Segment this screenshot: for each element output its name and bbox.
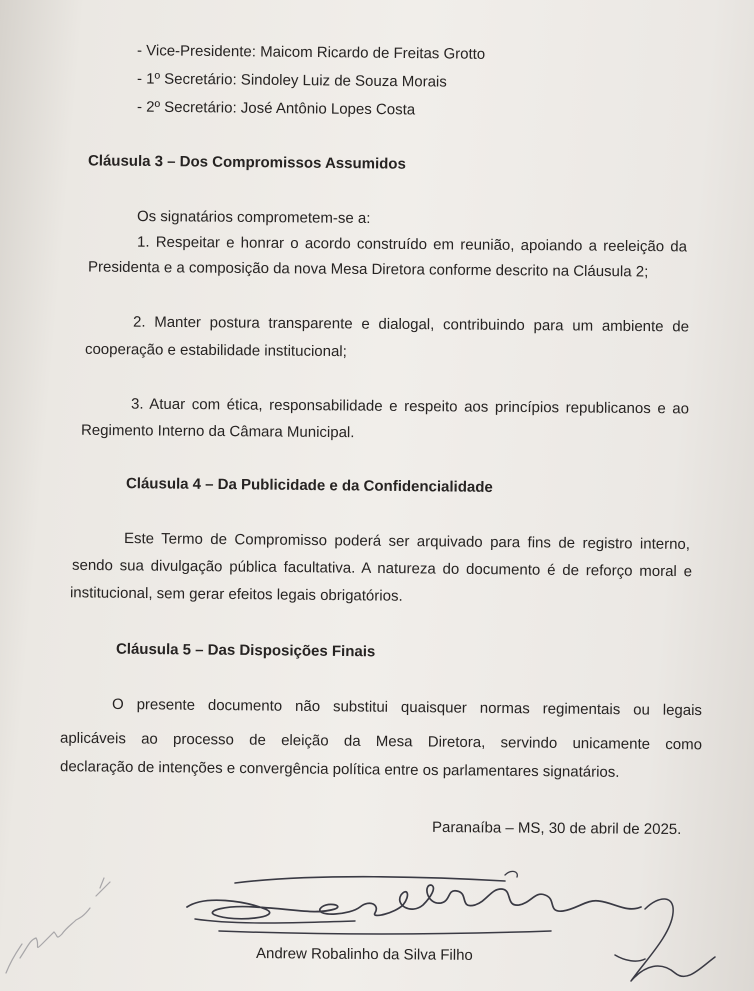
clause5-line1: O presente documento não substitui quaisquer normas regimentais ou legais [111,695,703,720]
clause4-line3: institucional, sem gerar efeitos legais obrigatórios. [69,584,403,605]
signatory-name: Andrew Robalinho da Silva Filho [255,945,473,964]
clause5-line3: declaração de intenções e convergência política entre os parlamentares signatários. [59,758,620,781]
clause5-title: Cláusula 5 – Das Disposições Finais [115,640,376,661]
clause4-title: Cláusula 4 – Da Publicidade e da Confidencialidade [125,475,493,496]
clause3-title: Cláusula 3 – Dos Compromissos Assumidos [87,152,406,173]
clause4-line1: Este Termo de Compromisso poderá ser arquivado para fins de registro interno, [123,530,691,553]
clause4-line2: sendo sua divulgação pública facultativa. A natureza do documento é de reforço moral e [71,556,693,581]
clause3-item1-line1: 1. Respeitar e honrar o acordo construído em reunião, apoiando a reeleição da [136,233,688,256]
board-first-secretary: - 1º Secretário: Sindoley Luiz de Souza Morais [136,70,447,91]
clause3-item3-line2: Regimento Interno da Câmara Municipal. [80,421,355,442]
signature-drawing [175,865,735,991]
margin-scribble [0,848,120,988]
place-date: Paranaíba – MS, 30 de abril de 2025. [431,818,682,839]
clause5-line2: aplicáveis ao processo de eleição da Mesa Diretora, servindo unicamente como [59,729,703,754]
board-second-secretary: - 2º Secretário: José Antônio Lopes Costa [136,98,416,119]
clause3-item2-line2: cooperação e estabilidade institucional; [84,340,347,361]
board-vice-president: - Vice-Presidente: Maicom Ricardo de Freitas Grotto [136,42,486,63]
clause3-intro: Os signatários comprometem-se a: [136,207,371,228]
clause3-item3-line1: 3. Atuar com ética, responsabilidade e respeito aos princípios republicanos e ao [130,395,690,418]
clause3-item2-line1: 2. Manter postura transparente e dialogal, contribuindo para um ambiente de [132,313,690,336]
clause3-item1-line2: Presidenta e a composição da nova Mesa Diretora conforme descrito na Cláusula 2; [87,258,649,281]
